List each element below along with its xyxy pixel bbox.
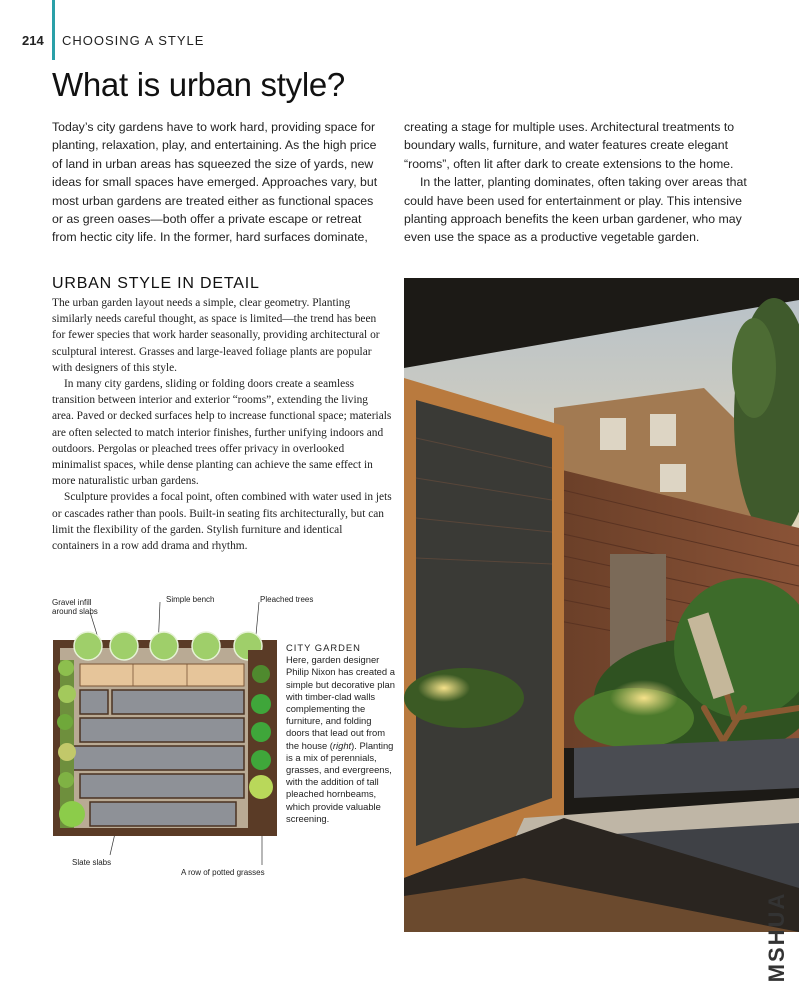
- caption-text: Here, garden designer Philip Nixon has created a simple but decorative plan with timber-clad walls complementing the furniture, and folding doors that lead out from the house (: [286, 654, 395, 751]
- page-number: 214: [22, 33, 44, 48]
- watermark-text: MSHUA: [764, 891, 789, 983]
- detail-paragraph: Sculpture provides a focal point, often combined with water used in jets or cascades rather than pools. Built-in seating fits architecturally, but can limit the flexibility of the garden. Stylish furniture and identical containers in a row add drama and rhythm.: [52, 491, 392, 553]
- detail-paragraph: In many city gardens, sliding or folding doors create a seamless transition between interior and exterior “rooms”, extending the living area. Paved or decked surfaces help to increase functional space; materials are often selected to match interior finishes, further unifying indoors and outdoors. Pergolas or pleached trees offer privacy in overlooked minimalist spaces, while dense planting can achieve the same effect in more naturalistic urban gardens.: [52, 378, 392, 488]
- intro-paragraph: Today’s city gardens have to work hard, providing space for planting, relaxation, play, and entertaining. As the high price of land in urban areas has squeezed the size of yards, new ideas for small spaces have emerged. Approaches vary, but most urban gardens are treated either as functional spaces or as green oases—both offer a private escape or retreat from hectic city life. In the former, hard surfaces dominate,: [52, 120, 378, 245]
- detail-heading: URBAN STYLE IN DETAIL: [52, 275, 260, 292]
- header-accent-rule: [52, 0, 55, 60]
- plan-label-gravel: Gravel infill around slabs: [52, 598, 98, 616]
- plan-label-bench: Simple bench: [166, 595, 215, 604]
- watermark: [762, 882, 792, 992]
- intro-paragraph: In the latter, planting dominates, often taking over areas that could have been used for entertainment or play. This intensive planting approach benefits the keen urban gardener, who may even use the space as a productive vegetable garden.: [404, 175, 747, 245]
- page-title: What is urban style?: [52, 66, 345, 103]
- plan-label-trees: Pleached trees: [260, 595, 314, 604]
- plan-label-slate: Slate slabs: [72, 858, 112, 867]
- garden-photo-drawing: [404, 278, 799, 932]
- caption-italic: right: [332, 739, 352, 751]
- detail-paragraph: The urban garden layout needs a simple, clear geometry. Planting similarly needs careful thought, as space is limited—the trend has been for fewer species that work harder seasonally, providing architectural or sculptural interest. Grasses and large-leaved foliage plants are popular with designers of this style.: [52, 297, 380, 374]
- caption-text-end: ). Planting is a mix of perennials, grasses, and evergreens, with the addition of tall pleached hornbeams, which provide valuable screening.: [286, 739, 394, 824]
- section-title: CHOOSING A STYLE: [62, 33, 205, 48]
- plan-label-grasses: A row of potted grasses: [181, 868, 265, 877]
- intro-paragraph: creating a stage for multiple uses. Architectural treatments to boundary walls, furniture, and water features create elegant “rooms”, often lit after dark to create extensions to the home.: [404, 120, 735, 171]
- intro-column-left: [52, 118, 384, 247]
- intro-column-right: [404, 118, 766, 247]
- caption-title: CITY GARDEN: [286, 642, 361, 653]
- photo-caption: [286, 642, 396, 825]
- garden-plan-drawing: [50, 590, 278, 880]
- garden-plan-illustration: [50, 590, 314, 880]
- garden-photo: [404, 278, 799, 932]
- detail-body: [52, 295, 392, 554]
